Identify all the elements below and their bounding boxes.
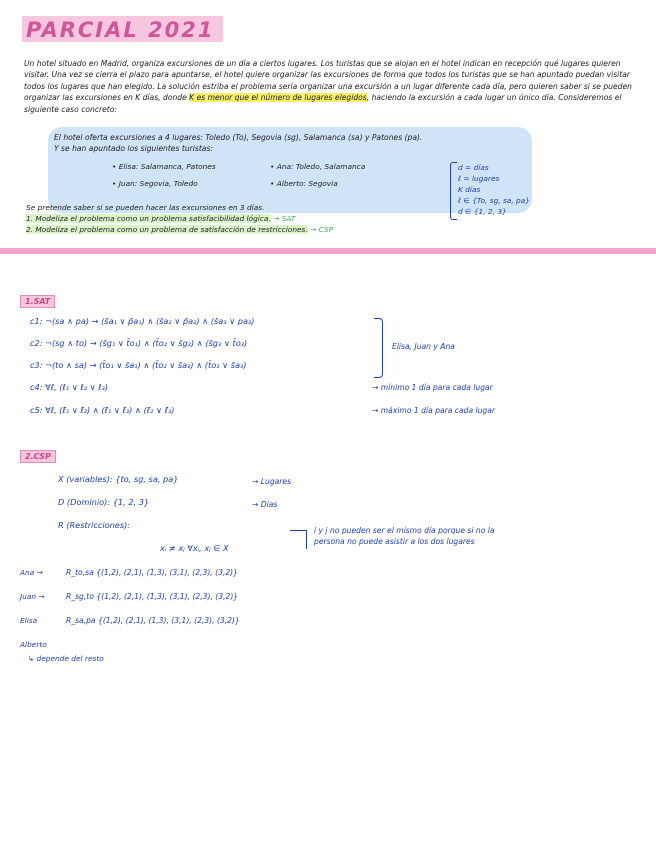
legend-item: ℓ ∈ {To, sg, sa, pa} [458,196,530,205]
clause-label: c4: [30,382,43,392]
case-line-1: El hotel oferta excursiones a 4 lugares: Toledo (To), Segovia (sg), Salamanca (sa) y Patones (pa). [54,133,423,142]
csp-restrictions: R (Restricciones): [58,520,131,530]
clause-label: c5: [30,405,43,415]
question-2: 2. Modeliza el problema como un problema de satisfacción de restricciones. [26,225,308,234]
sat-brace [374,318,383,378]
csp-variables: X (variables): {to, sg, sa, pa} [58,474,179,484]
tourist-alberto: • Alberto: Segovia [270,179,338,188]
sat-clause [30,382,108,392]
statement-part2: , haciendo la excursión a cada lugar un único día. Consideremos el siguiente caso concreto: [24,93,622,114]
question-1-tag: → SAT [273,214,296,223]
relation-ana-label: Ana → [20,568,43,577]
c5-note: → máximo 1 día para cada lugar [372,406,496,415]
legend [458,162,530,217]
clause-label: c2: [30,338,43,348]
sat-clause [30,360,246,370]
alberto-label: Alberto [20,640,47,649]
relation-juan: R_sg,to {(1,2), (2,1), (1,3), (3,1), (2,3), (3,2)} [66,592,239,601]
csp-section-tag: 2.CSP [20,450,56,463]
page-title: PARCIAL 2021 [22,16,223,42]
sat-clause [30,405,174,415]
sat-section-tag: 1.SAT [20,295,55,308]
problem-statement [24,58,636,115]
relation-juan-label: Juan → [20,592,45,601]
constraint-note: i y j no pueden ser el mismo día porque si no la persona no puede asistir a los dos lugares [314,526,495,546]
case-block [54,132,524,154]
legend-item: K días [458,185,481,194]
legend-item: d ∈ {1, 2, 3} [458,207,507,216]
tourist-juan: • Juan: Segovia, Toledo [112,179,198,188]
question-1: 1. Modeliza el problema como un problema satisfacibilidad lógica. [26,214,271,223]
questions [26,202,333,235]
brace-note: Elisa, Juan y Ana [392,342,455,351]
relation-elisa: R_sa,pa {(1,2), (2,1), (1,3), (3,1), (2,3), (3,2)} [66,616,240,625]
clause-text: ¬(sa ∧ pa) → (s̄a₁ ∨ p̄a₁) ∧ (s̄a₂ ∨ p̄a₂) ∧ (s̄a₃ ∨ pa₃) [45,316,255,326]
legend-bracket [450,162,457,220]
questions-intro: Se pretende saber si se pueden hacer las excursiones en 3 días. [26,203,265,212]
csp-domain: D (Dominio): {1, 2, 3} [58,497,150,507]
clause-text: ¬(to ∧ sa) → (t̄o₁ ∨ s̄a₁) ∧ (t̄o₂ ∨ s̄a₂) ∧ (t̄o₃ ∨ s̄a₃) [45,360,247,370]
clause-label: c3: [30,360,43,370]
clause-label: c1: [30,316,43,326]
c4-note: → mínimo 1 día para cada lugar [372,383,493,392]
clause-text: ∀ℓ, (ℓ₁ ∨ ℓ₂ ∨ ℓ₃) [45,382,109,392]
sat-clause [30,316,254,326]
legend-item: d = días [458,163,489,172]
constraint-connector [290,530,307,549]
legend-item: ℓ = lugares [458,174,500,183]
statement-highlight: K es menor que el número de lugares elegidos [189,93,367,103]
clause-text: ¬(sg ∧ to) → (s̄g₁ ∨ t̄o₁) ∧ (t̄o₂ ∨ s̄g₂) ∧ (s̄g₃ ∨ t̄o₃) [45,338,248,348]
relation-elisa-label: Elisa [20,616,38,625]
case-line-2: Y se han apuntado los siguientes turistas: [54,144,213,153]
statement-part1: Un hotel situado en Madrid, organiza excursiones de un día a ciertos lugares. Los turistas que se alojan en el hotel indican en recepción qué lugares quieren visitar. Una vez se cierra el plazo para apuntarse, el hotel quiere organizar las excursiones de forma que todos los turistas que se han apuntado puedan visitar todos los lugares que han elegido. La solución estriba el problema sería organizar una excursión a un lugar diferente cada día, pero quieren saber si se pueden organizar las excursiones en K días, donde [24,59,632,103]
question-2-tag: → CSP [310,225,334,234]
csp-variables-note: → Lugares [252,477,292,486]
csp-domain-note: → Días [252,500,278,509]
section-divider [0,248,656,254]
alberto-note: ↳ depende del resto [28,654,104,663]
sat-clause [30,338,247,348]
relation-ana: R_to,sa {(1,2), (2,1), (1,3), (3,1), (2,3), (3,2)} [66,568,238,577]
tourist-elisa: • Elisa: Salamanca, Patones [112,162,216,171]
clause-text: ∀ℓ, (ℓ̄₁ ∨ ℓ̄₂) ∧ (ℓ̄₁ ∨ ℓ̄₃) ∧ (ℓ̄₂ ∨ ℓ̄₃) [45,405,175,415]
tourist-ana: • Ana: Toledo, Salamanca [270,162,366,171]
csp-constraint: xᵢ ≠ xⱼ ∀xᵢ, xⱼ ∈ X [160,543,229,553]
